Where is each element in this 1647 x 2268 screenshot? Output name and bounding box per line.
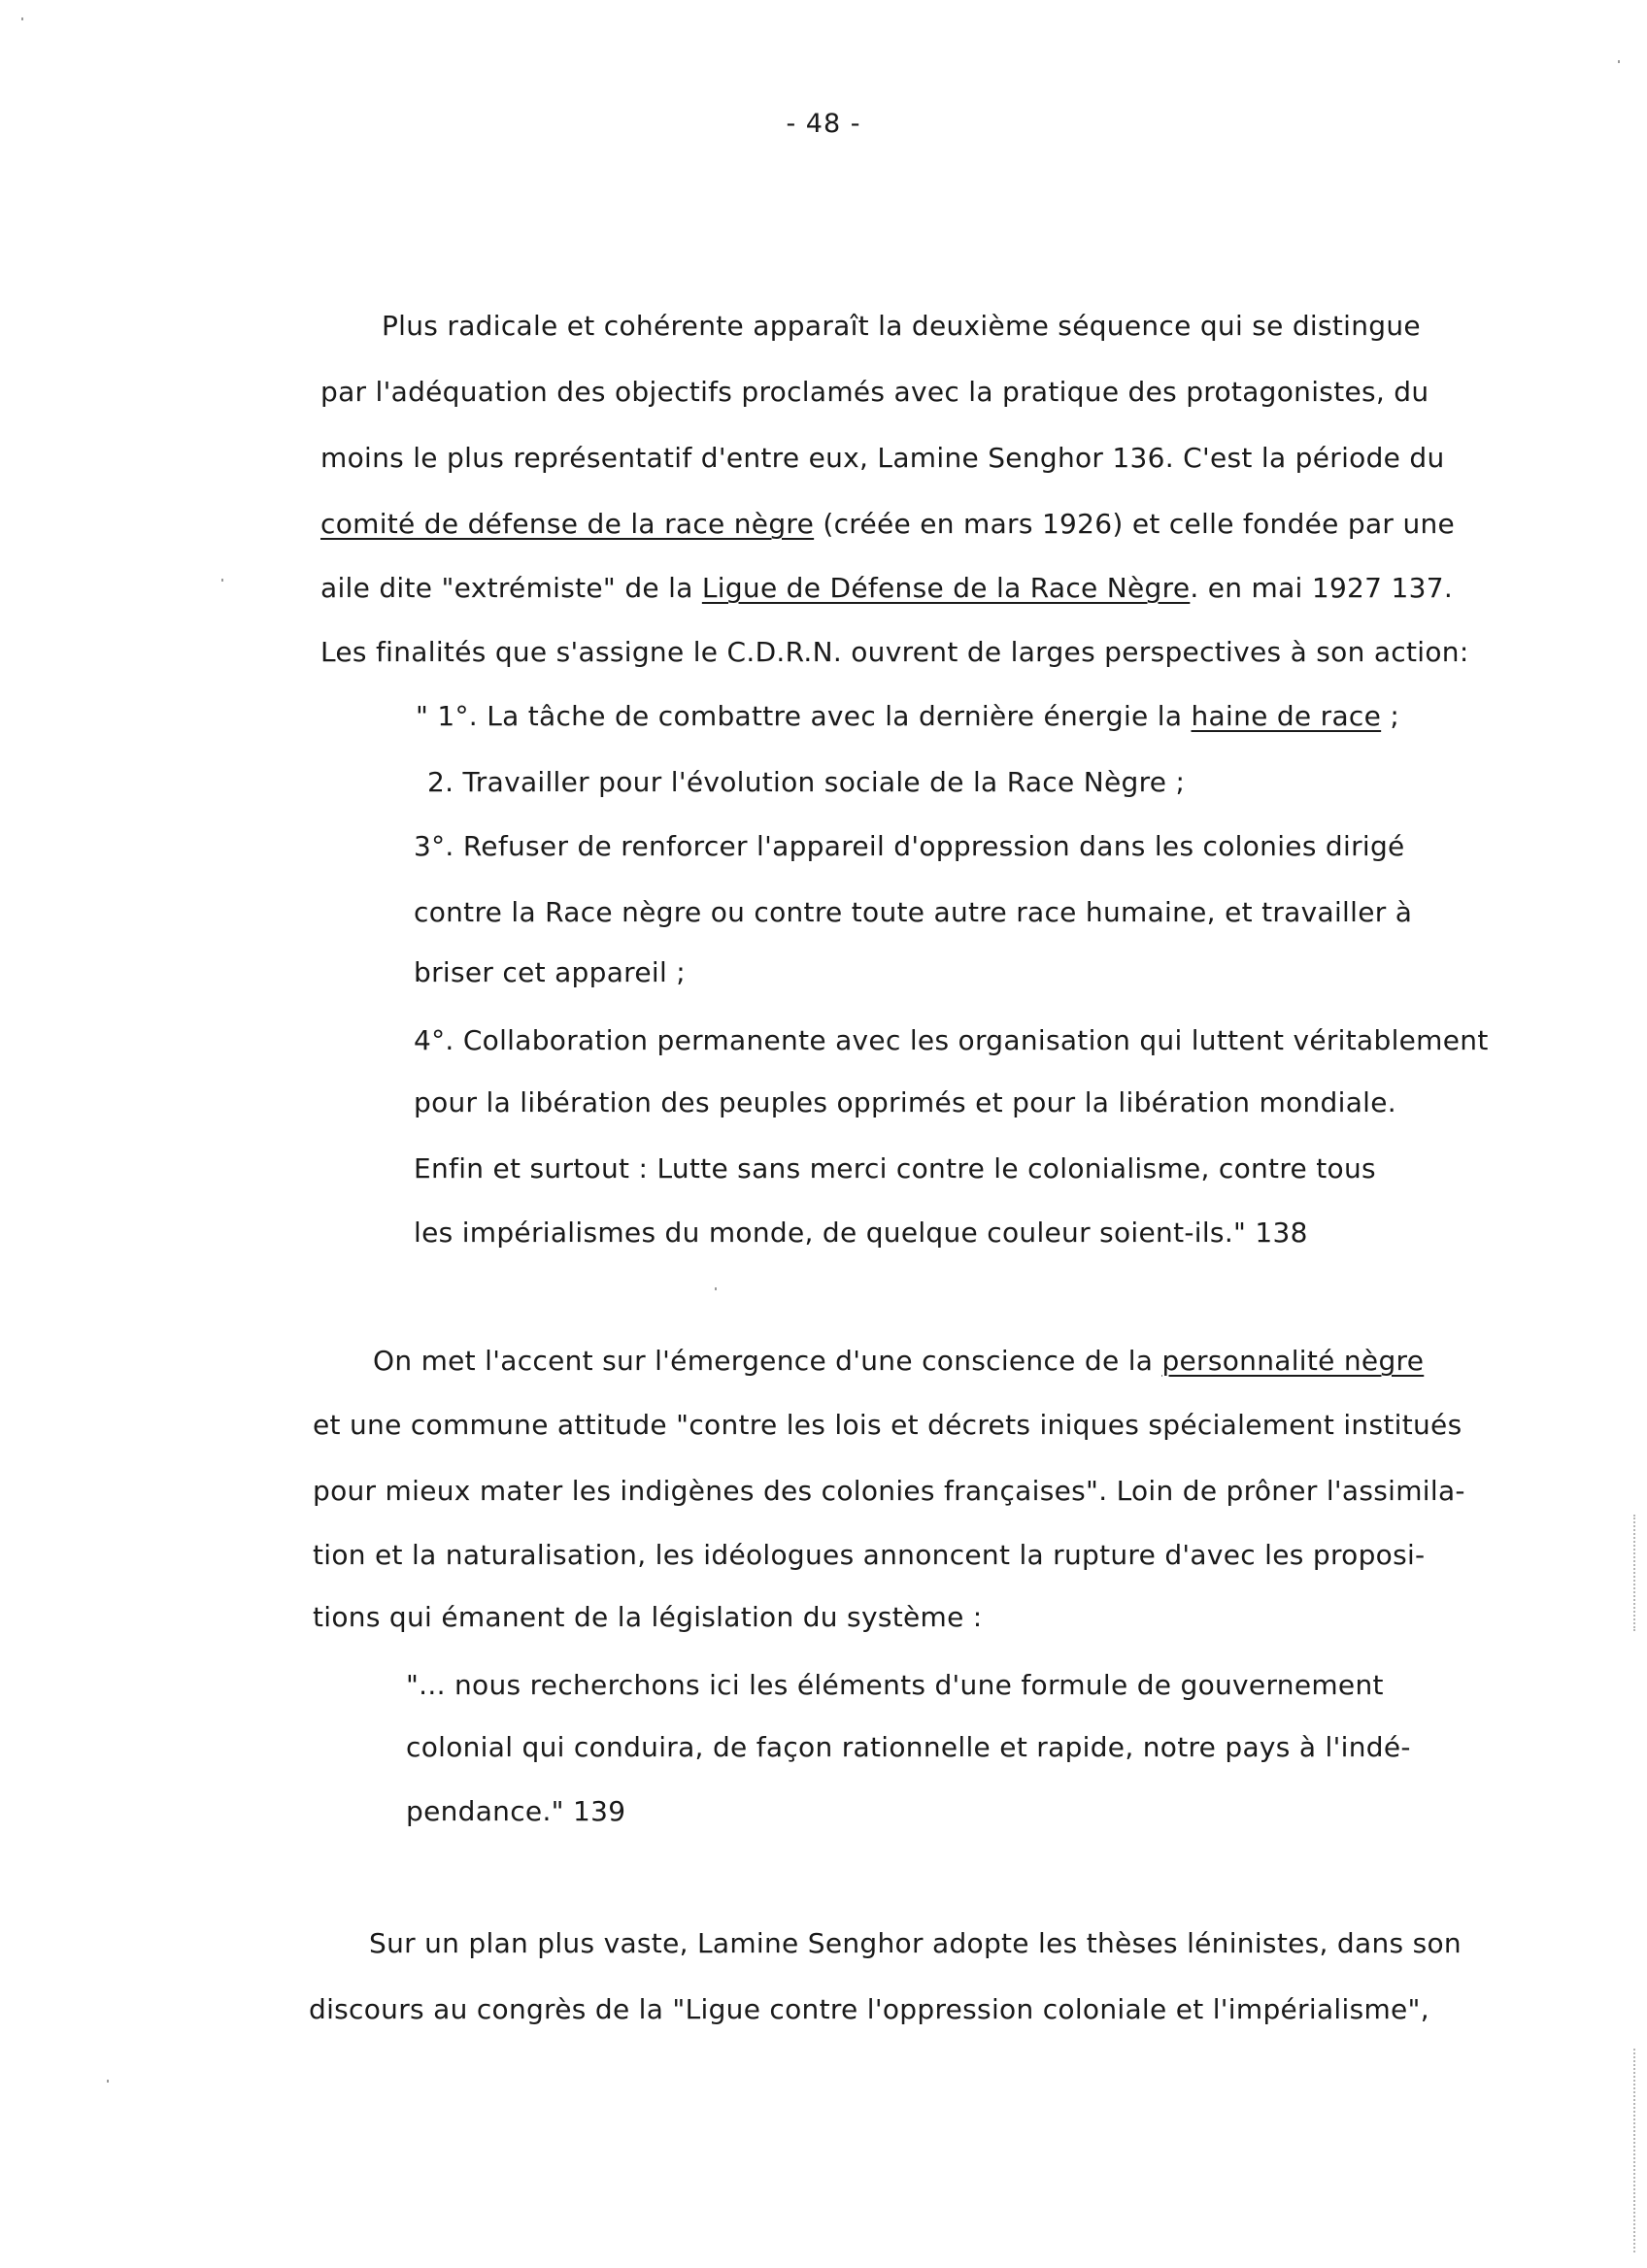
- quote1-item4-line2: pour la libération des peuples opprimés et pour la libération mondiale.: [414, 1086, 1396, 1118]
- paragraph1-line5-start: aile dite "extrémiste" de la: [320, 572, 702, 604]
- quote1-item3-line1: 3°. Refuser de renforcer l'appareil d'oppression dans les colonies dirigé: [414, 830, 1405, 862]
- paragraph2-line2: et une commune attitude "contre les lois et décrets iniques spécialement institués: [313, 1409, 1462, 1441]
- scan-speck: [715, 1287, 717, 1290]
- page-number: - 48 -: [786, 109, 861, 139]
- quote2-line1: "... nous recherchons ici les éléments d'une formule de gouvernement: [406, 1669, 1384, 1701]
- paragraph2-line1: [373, 1344, 1424, 1379]
- underlined-committee-name: comité de défense de la race nègre: [320, 508, 815, 540]
- paragraph2-line1-start: On met l'accent sur l'émergence d'une conscience de la: [373, 1345, 1162, 1377]
- paragraph3-line2: discours au congrès de la "Ligue contre l'oppression coloniale et l'impérialisme",: [309, 1993, 1429, 2025]
- scan-edge-marks: [1633, 2049, 1637, 2252]
- quote1-item3-line2: contre la Race nègre ou contre toute autre race humaine, et travailler à: [414, 896, 1413, 928]
- scan-speck: [1618, 60, 1620, 63]
- quote1-final-line1: Enfin et surtout : Lutte sans merci contre le colonialisme, contre tous: [414, 1152, 1376, 1184]
- paragraph1-line4: [320, 507, 1455, 542]
- quote1-item2: 2. Travailler pour l'évolution sociale de la Race Nègre ;: [427, 766, 1186, 798]
- underlined-race-hatred: haine de race: [1191, 700, 1382, 732]
- scan-speck: [21, 17, 23, 20]
- quote1-item1-end: ;: [1381, 700, 1400, 732]
- paragraph1-line2: par l'adéquation des objectifs proclamés avec la pratique des protagonistes, du: [320, 376, 1429, 408]
- quote1-item3-line3: briser cet appareil ;: [414, 956, 686, 988]
- paragraph1-line6: Les finalités que s'assigne le C.D.R.N. ouvrent de larges perspectives à son action:: [320, 636, 1469, 668]
- paragraph1-line5-end: . en mai 1927 137.: [1190, 572, 1454, 604]
- paragraph1-line4-rest: (créée en mars 1926) et celle fondée par une: [814, 508, 1456, 540]
- quote1-final-line2: les impérialismes du monde, de quelque couleur soient-ils." 138: [414, 1217, 1308, 1249]
- paragraph1-line1: Plus radicale et cohérente apparaît la deuxième séquence qui se distingue: [382, 310, 1421, 342]
- quote2-line3: pendance." 139: [406, 1795, 626, 1827]
- scan-speck: [107, 2080, 109, 2083]
- scan-speck: [221, 579, 223, 582]
- underlined-negro-personality: personnalité nègre: [1161, 1345, 1425, 1377]
- quote2-line2: colonial qui conduira, de façon rationnelle et rapide, notre pays à l'indé-: [406, 1731, 1411, 1763]
- paragraph1-line5: [320, 571, 1453, 606]
- quote1-item1: [416, 699, 1399, 734]
- scan-edge-marks: [1633, 1515, 1637, 1631]
- quote1-item1-start: " 1°. La tâche de combattre avec la dernière énergie la: [416, 700, 1192, 732]
- paragraph3-line1: Sur un plan plus vaste, Lamine Senghor adopte les thèses léninistes, dans son: [369, 1927, 1462, 1959]
- quote1-item4-line1: 4°. Collaboration permanente avec les organisation qui luttent véritablement: [414, 1024, 1489, 1056]
- paragraph2-line4: tion et la naturalisation, les idéologues annoncent la rupture d'avec les proposi-: [313, 1539, 1426, 1571]
- paragraph2-line3: pour mieux mater les indigènes des colonies françaises". Loin de prôner l'assimila-: [313, 1475, 1465, 1507]
- paragraph1-line3: moins le plus représentatif d'entre eux, Lamine Senghor 136. C'est la période du: [320, 442, 1445, 474]
- underlined-league-name: Ligue de Défense de la Race Nègre: [701, 572, 1191, 604]
- paragraph2-line5: tions qui émanent de la législation du système :: [313, 1601, 983, 1633]
